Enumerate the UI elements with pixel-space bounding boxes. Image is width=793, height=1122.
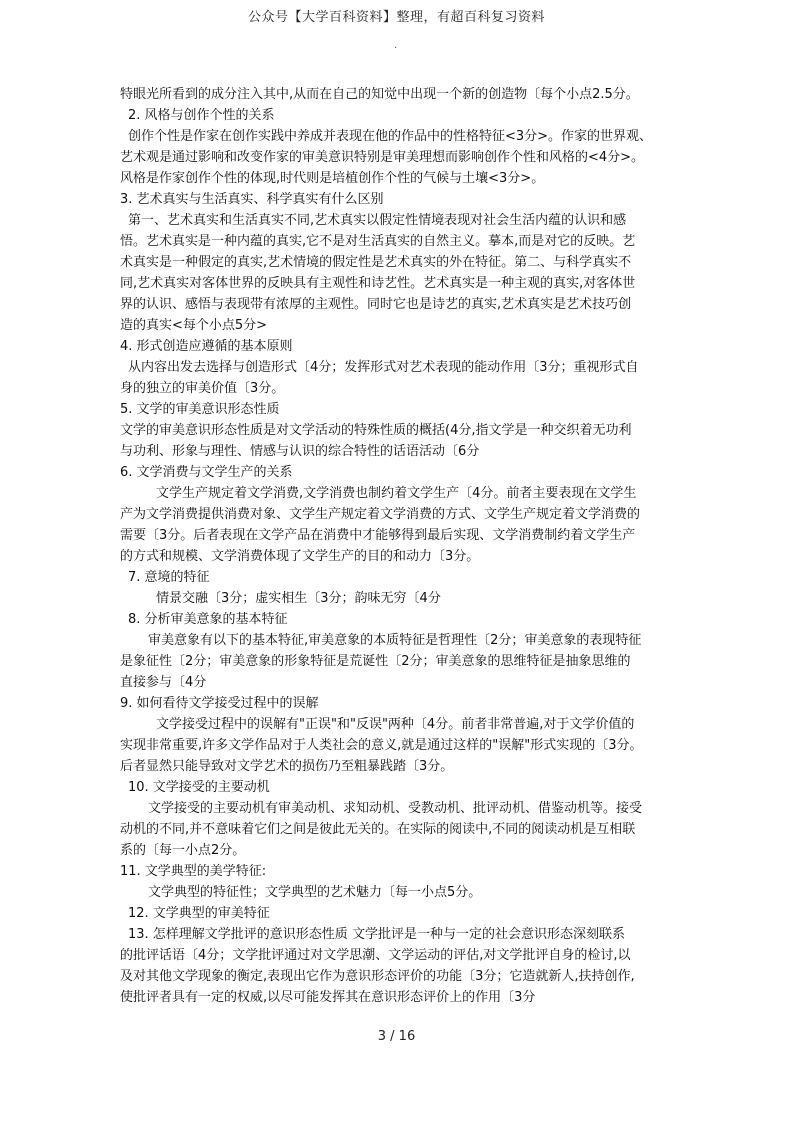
text-line: 文学接受过程中的误解有"正误"和"反误"两种〔4分。前者非常普遍,对于文学价值的 bbox=[156, 717, 635, 732]
text-line: 从内容出发去选择与创造形式〔4分；发挥形式对艺术表现的能动作用〔3分；重视形式自 bbox=[128, 360, 639, 375]
text-line: 11. 文学典型的美学特征: bbox=[120, 864, 267, 879]
text-line: 文学的审美意识形态性质是对文学活动的特殊性质的概括(4分,指文学是一种交织着无功利 bbox=[120, 423, 632, 438]
text-line: 5. 文学的审美意识形态性质 bbox=[120, 402, 280, 417]
text-line: 实现非常重要,许多文学作品对于人类社会的意义,就是通过这样的"误解"形式实现的〔3分。 bbox=[120, 738, 643, 753]
text-line: 艺术观是通过影响和改变作家的审美意识特别是审美理想而影响创作个性和风格的<4分>。 bbox=[120, 150, 645, 165]
text-line: 的方式和规模、文学消费体现了文学生产的目的和动力〔3分。 bbox=[120, 549, 480, 564]
text-line: 8. 分析审美意象的基本特征 bbox=[128, 612, 288, 627]
text-line: 7. 意境的特征 bbox=[128, 570, 210, 585]
text-line: 文学接受的主要动机有审美动机、求知动机、受教动机、批评动机、借鉴动机等。接受 bbox=[148, 801, 643, 816]
text-line: 风格是作家创作个性的体现,时代则是培植创作个性的气候与土壤<3分>。 bbox=[120, 171, 545, 186]
text-line: 文学典型的特征性；文学典型的艺术魅力〔每一小点5分。 bbox=[148, 885, 482, 900]
text-line: 产为文学消费提供消费对象、文学生产规定着文学消费的方式、文学生产规定着文学消费的 bbox=[120, 507, 641, 522]
page-number: 3 / 16 bbox=[377, 1029, 416, 1044]
text-line: 6. 文学消费与文学生产的关系 bbox=[120, 465, 293, 480]
text-line: 使批评者具有一定的权威,以尽可能发挥其在意识形态评价上的作用〔3分 bbox=[120, 990, 536, 1005]
text-line: 情景交融〔3分；虚实相生〔3分；韵味无穷〔4分 bbox=[156, 591, 441, 606]
text-line: 动机的不同,并不意味着它们之间是彼此无关的。在实际的阅读中,不同的阅读动机是互相联 bbox=[120, 822, 636, 837]
text-line: 审美意象有以下的基本特征,审美意象的本质特征是哲理性〔2分；审美意象的表现特征 bbox=[148, 633, 642, 648]
text-line: 悟。艺术真实是一种内蕴的真实,它不是对生活真实的自然主义。摹本,而是对它的反映。艺 bbox=[120, 234, 636, 249]
text-line: 及对其他文学现象的衡定,表现出它作为意识形态评价的功能〔3分；它造就新人,扶持创作, bbox=[120, 969, 635, 984]
text-line: 系的〔每一小点2分。 bbox=[120, 843, 246, 858]
text-line: 身的独立的审美价值〔3分。 bbox=[120, 381, 285, 396]
text-line: 2. 风格与创作个性的关系 bbox=[128, 108, 275, 123]
text-line: 9. 如何看待文学接受过程中的误解 bbox=[120, 696, 319, 711]
text-line: 是象征性〔2分；审美意象的形象特征是荒诞性〔2分；审美意象的思维特征是抽象思维的 bbox=[120, 654, 631, 669]
text-line: 后者显然只能导致对文学艺术的损伤乃至粗暴践踏〔3分。 bbox=[120, 759, 454, 774]
header-dot: . bbox=[394, 40, 398, 51]
text-line: 特眼光所看到的成分注入其中,从而在自己的知觉中出现一个新的创造物〔每个小点2.5分。 bbox=[120, 87, 639, 102]
text-line: 界的认识、感悟与表现带有浓厚的主观性。同时它也是诗艺的真实,艺术真实是艺术技巧创 bbox=[120, 297, 632, 312]
text-line: 造的真实<每个小点5分> bbox=[120, 318, 268, 333]
text-line: 创作个性是作家在创作实践中养成并表现在他的作品中的性格特征<3分>。作家的世界观、 bbox=[128, 129, 653, 144]
text-line: 需要〔3分。后者表现在文学产品在消费中才能够得到最后实现、文学消费制约着文学生产 bbox=[120, 528, 636, 543]
text-line: 4. 形式创造应遵循的基本原则 bbox=[120, 339, 293, 354]
text-line: 10. 文学接受的主要动机 bbox=[128, 780, 270, 795]
text-line: 文学生产规定着文学消费,文学消费也制约着文学生产〔4分。前者主要表现在文学生 bbox=[156, 486, 637, 501]
text-line: 直接参与〔4分 bbox=[120, 675, 207, 690]
text-line: 同,艺术真实对客体世界的反映具有主观性和诗艺性。艺术真实是一种主观的真实,对客体世 bbox=[120, 276, 636, 291]
text-line: 第一、艺术真实和生活真实不同,艺术真实以假定性情境表现对社会生活内蕴的认识和感 bbox=[128, 213, 627, 228]
text-line: 3. 艺术真实与生活真实、科学真实有什么区别 bbox=[120, 192, 384, 207]
text-line: 13. 怎样理解文学批评的意识形态性质 文学批评是一种与一定的社会意识形态深刻联系 bbox=[128, 927, 625, 942]
text-line: 与功利、形象与理性、情感与认识的综合特性的话语活动〔6分 bbox=[120, 444, 480, 459]
page-header: 公众号【大学百科资料】整理，有超百科复习资料 bbox=[247, 10, 545, 25]
text-line: 的批评话语〔4分；文学批评通过对文学思潮、文学运动的评估,对文学批评自身的检讨,以 bbox=[120, 948, 631, 963]
text-line: 12. 文学典型的审美特征 bbox=[128, 906, 270, 921]
document-body bbox=[120, 84, 676, 1008]
text-line: 术真实是一种假定的真实,艺术情境的假定性是艺术真实的外在特征。第二、与科学真实不 bbox=[120, 255, 632, 270]
